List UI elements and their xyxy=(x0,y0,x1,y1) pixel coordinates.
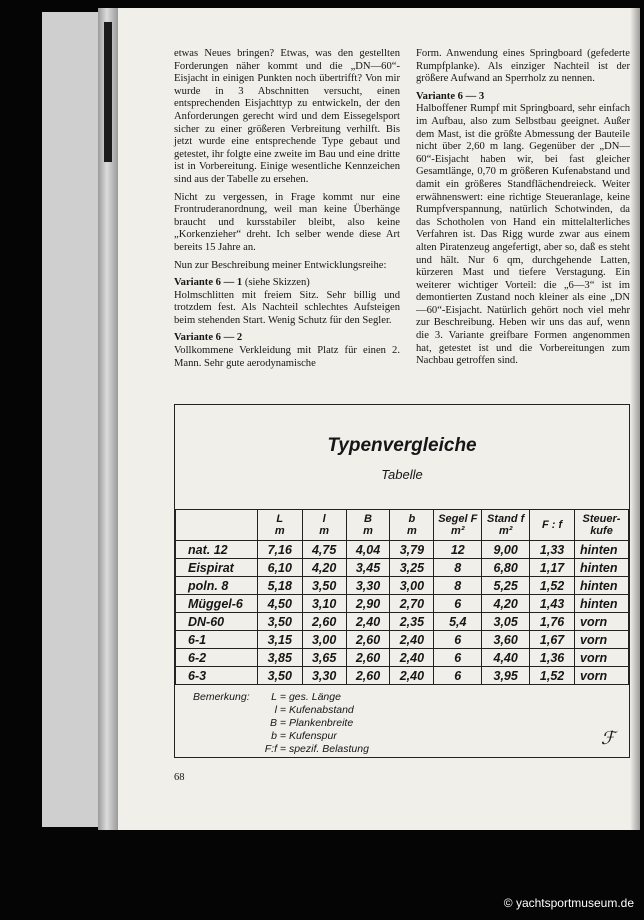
legend-row xyxy=(193,691,369,704)
table-cell: 2,40 xyxy=(390,667,434,685)
column-header xyxy=(176,510,258,541)
column-header xyxy=(302,510,346,541)
table-cell: 3,50 xyxy=(302,577,346,595)
header-unit: m xyxy=(319,525,330,537)
header-unit: m xyxy=(407,525,417,537)
table-cell: 3,15 xyxy=(257,631,302,649)
table-cell: 2,60 xyxy=(346,631,390,649)
type-name-cell: poln. 8 xyxy=(176,577,258,595)
table-cell: 4,50 xyxy=(257,595,302,613)
table-row xyxy=(176,631,629,649)
table-cell: vorn xyxy=(575,613,629,631)
column-header xyxy=(434,510,482,541)
table-header-row xyxy=(176,510,629,541)
header-symbol: Segel F xyxy=(438,513,478,525)
table-cell: 3,10 xyxy=(302,595,346,613)
variant-heading-6-3 xyxy=(416,91,630,104)
table-cell: 3,50 xyxy=(257,613,302,631)
legend-description: = ges. Länge xyxy=(279,691,341,703)
header-symbol: Stand f xyxy=(487,513,525,525)
table-cell: 2,90 xyxy=(346,595,390,613)
legend-description: = spezif. Belastung xyxy=(279,743,369,755)
table-cell: hinten xyxy=(575,541,629,559)
comparison-table-box xyxy=(174,404,630,758)
table-cell: 3,95 xyxy=(482,667,530,685)
legend-description: = Kufenabstand xyxy=(279,704,354,716)
variant-note: (siehe Skizzen) xyxy=(242,277,310,289)
column-header xyxy=(482,510,530,541)
table-cell: 6 xyxy=(434,595,482,613)
legend-rows xyxy=(193,691,369,756)
column-header xyxy=(575,510,629,541)
table-legend xyxy=(193,691,369,756)
table-cell: vorn xyxy=(575,631,629,649)
table-cell: 3,30 xyxy=(302,667,346,685)
table-cell: 6 xyxy=(434,667,482,685)
table-cell: vorn xyxy=(575,649,629,667)
legend-key: L xyxy=(271,691,277,703)
comparison-table xyxy=(175,509,629,685)
paragraph: Halboffener Rumpf mit Springboard, sehr einfach im Aufbau, also zum Selbstbau geeignet. Außer dem Mast, ist die größte Abmessung der Bauteile nicht über 2,60 m lang. Gegenüber der „DN—60“-Eisjacht haben wir, bei fast gleicher Gesamtlänge, 0,70 m größeren Kufenabstand und damit ein größeres Standflächendreieck. Weiter erwähnenswert: eine richtige Steueranlage, keine Rumpfverspannung, natürlich Schotwinden, da das Schotholen von Hand ein mittelalterliches Verfahren ist. Das Rigg wurde zwar aus einem alten Piratenzeug angefertigt, aber so, daß es steht und hält. Nur 6 qm, durchgehende Latten, kürzeren Mast und tiefere Verstagung. Ein weiterer wichtiger Vorteil: die „6—3“ ist im demontierten Zustand noch kleiner als eine „DN—60“-Eisjacht. Natürlich gehört noch viel mehr zur Beschreibung. Heben wir uns das auf, wenn die 3. Variante greifbare Formen angenommen hat, getestet ist und die Vorbereitungen zum Nachbau getroffen sind. xyxy=(416,103,630,367)
table-cell: 3,45 xyxy=(346,559,390,577)
table-cell: 2,35 xyxy=(390,613,434,631)
table-cell: 2,40 xyxy=(346,613,390,631)
table-cell: 5,4 xyxy=(434,613,482,631)
table-cell: 3,00 xyxy=(302,631,346,649)
header-symbol: F : f xyxy=(541,519,563,531)
type-name-cell: 6-2 xyxy=(176,649,258,667)
header-symbol: l xyxy=(322,513,326,525)
legend-row xyxy=(193,730,369,743)
paragraph: Vollkommene Verkleidung mit Platz für einen 2. Mann. Sehr gute aerodynamische xyxy=(174,345,400,369)
table-row xyxy=(176,613,629,631)
signature-mark: ℱ xyxy=(600,728,615,749)
table-cell: 4,20 xyxy=(482,595,530,613)
table-cell: 3,65 xyxy=(302,649,346,667)
variant-name: Variante 6 — 1 xyxy=(174,277,243,289)
page-edge-shadow xyxy=(630,8,640,830)
table-cell: 8 xyxy=(434,577,482,595)
table-cell: 9,00 xyxy=(482,541,530,559)
table-cell: hinten xyxy=(575,577,629,595)
table-cell: 1,67 xyxy=(530,631,575,649)
table-cell: vorn xyxy=(575,667,629,685)
left-text-column xyxy=(174,48,400,375)
header-unit: m² xyxy=(451,525,465,537)
variant-heading-6-2 xyxy=(174,332,400,345)
right-text-column xyxy=(416,48,630,373)
table-cell: 1,52 xyxy=(530,577,575,595)
type-name-cell: Eispirat xyxy=(176,559,258,577)
legend-row xyxy=(193,704,369,717)
table-cell: 3,60 xyxy=(482,631,530,649)
table-cell: 12 xyxy=(434,541,482,559)
table-cell: 2,40 xyxy=(390,649,434,667)
table-body xyxy=(176,541,629,685)
legend-description: = Kufenspur xyxy=(279,730,337,742)
table-cell: 2,40 xyxy=(390,631,434,649)
table-title: Typenvergleiche xyxy=(327,435,477,456)
table-subtitle: Tabelle xyxy=(381,467,423,482)
type-name-cell: DN-60 xyxy=(176,613,258,631)
paragraph: etwas Neues bringen? Etwas, was den gestellten Forderungen näher kommt und die „DN—60“-Eisjacht in einigen Punkten noch übertrifft? Von mir wurde in 3 Abschnitten versucht, einen entsprechenden Eisjachttyp zu entwickeln, der den Anforderungen gerecht wird und dem Eissegelsport sicher zu einer größeren Verbreitung verhilft. Bis jetzt wurde eine entsprechende Type gebaut und getestet, ihr folgte eine zweite im Bau und eine dritte ist in Vorbereitung. Einige wesentliche Kennzeichen sind aus der Tabelle zu ersehen. xyxy=(174,48,400,185)
table-row xyxy=(176,595,629,613)
paragraph: Nicht zu vergessen, in Frage kommt nur eine Frontruderanordnung, weil man keine Überhänge braucht und kursstabiler bleibt, also keine „Korkenzieher“ dreht. Ich selber wende diese Art bereits 15 Jahre an. xyxy=(174,191,400,253)
legend-key: l xyxy=(274,704,277,716)
legend-row xyxy=(193,743,369,756)
header-symbol: Steuer- xyxy=(582,513,621,525)
table-cell: 1,52 xyxy=(530,667,575,685)
paragraph: Nun zur Beschreibung meiner Entwicklungsreihe: xyxy=(174,259,387,271)
table-cell: 6,80 xyxy=(482,559,530,577)
column-header xyxy=(346,510,390,541)
variant-heading-6-1 xyxy=(174,277,400,290)
table-cell: 6,10 xyxy=(257,559,302,577)
header-unit: m² xyxy=(498,525,513,537)
table-cell: 1,76 xyxy=(530,613,575,631)
table-row xyxy=(176,559,629,577)
table-cell: 1,43 xyxy=(530,595,575,613)
type-name-cell: Müggel-6 xyxy=(176,595,258,613)
type-name-cell: 6-1 xyxy=(176,631,258,649)
table-cell: 3,30 xyxy=(346,577,390,595)
table-row xyxy=(176,577,629,595)
variant-name: Variante 6 — 3 xyxy=(416,90,485,102)
legend-description: = Plankenbreite xyxy=(279,717,354,729)
column-header xyxy=(390,510,434,541)
table-cell: 2,60 xyxy=(302,613,346,631)
page-number: 68 xyxy=(174,772,185,783)
legend-key: B xyxy=(269,717,277,729)
paragraph: Holmschlitten mit freiem Sitz. Sehr billig und trotzdem fest. Als Nachteil schlechtes Aufsteigen beim stehenden Start. Wenig Schutz für den Segler. xyxy=(174,289,400,326)
table-row xyxy=(176,541,629,559)
type-name-cell: nat. 12 xyxy=(176,541,258,559)
table-cell: 3,85 xyxy=(257,649,302,667)
header-symbol: L xyxy=(276,513,284,525)
table-cell: 1,17 xyxy=(530,559,575,577)
table-cell: 3,00 xyxy=(390,577,434,595)
table-cell: 4,04 xyxy=(346,541,390,559)
table-cell: 3,79 xyxy=(390,541,434,559)
legend-label: Bemerkung: xyxy=(193,691,250,703)
table-cell: 8 xyxy=(434,559,482,577)
table-cell: hinten xyxy=(575,595,629,613)
table-cell: 3,25 xyxy=(390,559,434,577)
column-header xyxy=(530,510,575,541)
table-cell: 6 xyxy=(434,631,482,649)
table-cell: 1,33 xyxy=(530,541,575,559)
table-cell: 4,75 xyxy=(302,541,346,559)
column-header xyxy=(257,510,302,541)
table-cell: 4,20 xyxy=(302,559,346,577)
table-cell: 4,40 xyxy=(482,649,530,667)
table-cell: hinten xyxy=(575,559,629,577)
table-row xyxy=(176,649,629,667)
spine-shadow xyxy=(104,22,112,162)
legend-row xyxy=(193,717,369,730)
header-symbol: b xyxy=(408,513,416,525)
table-row xyxy=(176,667,629,685)
header-symbol: B xyxy=(364,513,372,525)
table-cell: 2,60 xyxy=(346,649,390,667)
previous-page-edge xyxy=(42,12,98,827)
table-cell: 5,18 xyxy=(257,577,302,595)
legend-key: F:f xyxy=(264,743,277,755)
table-cell: 2,60 xyxy=(346,667,390,685)
header-unit: kufe xyxy=(590,525,613,537)
table-cell: 7,16 xyxy=(257,541,302,559)
table-cell: 2,70 xyxy=(390,595,434,613)
book-page xyxy=(118,8,640,830)
type-name-cell: 6-3 xyxy=(176,667,258,685)
table-cell: 6 xyxy=(434,649,482,667)
table-cell: 3,50 xyxy=(257,667,302,685)
paragraph: Form. Anwendung eines Springboard (gefederte Rumpfplanke). Als einziger Nachteil ist der größere Aufwand an Sperrholz zu nennen. xyxy=(416,48,630,85)
header-unit: m xyxy=(274,525,285,537)
table-cell: 5,25 xyxy=(482,577,530,595)
header-unit: m xyxy=(363,525,373,537)
table-cell: 1,36 xyxy=(530,649,575,667)
variant-name: Variante 6 — 2 xyxy=(174,332,243,344)
watermark: © yachtsportmuseum.de xyxy=(503,896,634,910)
table-cell: 3,05 xyxy=(482,613,530,631)
legend-key: b xyxy=(271,730,277,742)
